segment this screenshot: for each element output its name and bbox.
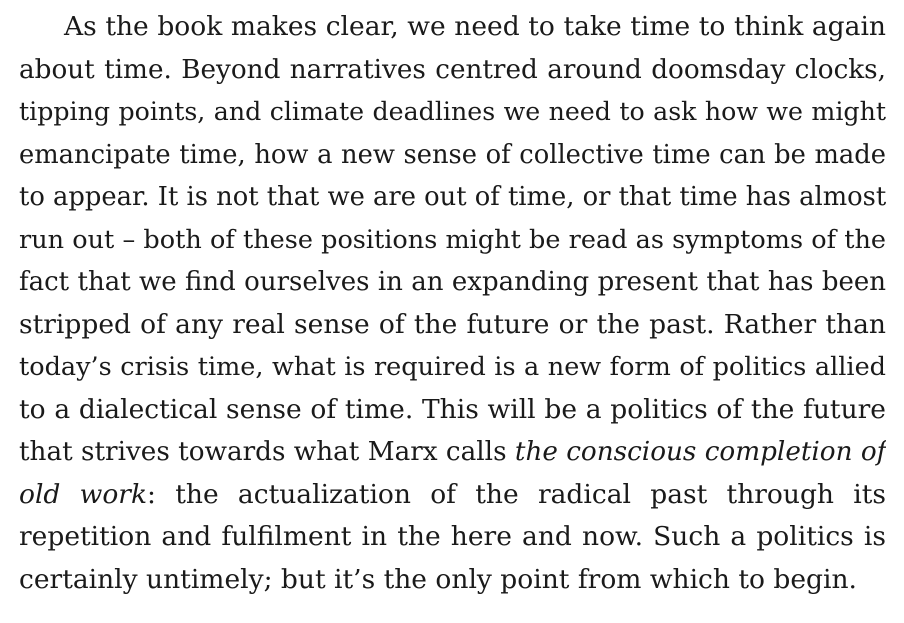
italic-text: old work [19, 478, 148, 510]
body-paragraph [19, 6, 886, 601]
text-line [19, 134, 886, 177]
text-line [19, 389, 886, 432]
text-segment: to appear. It is not that we are out of time, or that time has almost [19, 182, 886, 212]
text-segment: certainly untimely; but it’s the only point from which to begin. [19, 563, 857, 595]
italic-text: the conscious completion of [514, 437, 886, 467]
text-segment: that strives towards what Marx calls [19, 437, 515, 467]
text-line [19, 304, 886, 347]
text-segment: tipping points, and climate deadlines we need to ask how we might [19, 97, 886, 126]
text-line [19, 49, 886, 92]
text-segment: about time. Beyond narratives centred around doomsday clocks, [19, 54, 886, 85]
text-segment: fact that we find ourselves in an expanding present that has been [19, 267, 886, 297]
text-line [19, 261, 886, 304]
text-line [19, 431, 886, 474]
text-segment: repetition and fulfilment in the here and now. Such a politics is [19, 521, 886, 552]
text-line [19, 346, 886, 389]
text-line [19, 176, 886, 219]
text-line [19, 6, 886, 49]
text-segment: to a dialectical sense of time. This will be a politics of the future [19, 393, 886, 425]
text-segment: : the actualization of the radical past through its [147, 478, 886, 510]
text-line [19, 474, 886, 517]
text-segment: run out – both of these positions might be read as symptoms of the [19, 224, 886, 255]
text-line [19, 559, 886, 602]
text-line [19, 516, 886, 559]
text-segment: As the book makes clear, we need to take time to think again [64, 11, 886, 42]
text-segment: stripped of any real sense of the future or the past. Rather than [19, 308, 886, 340]
text-line [19, 91, 886, 134]
text-segment: today’s crisis time, what is required is a new form of politics allied [19, 352, 886, 382]
text-segment: emancipate time, how a new sense of collective time can be made [19, 139, 886, 170]
text-line [19, 219, 886, 262]
